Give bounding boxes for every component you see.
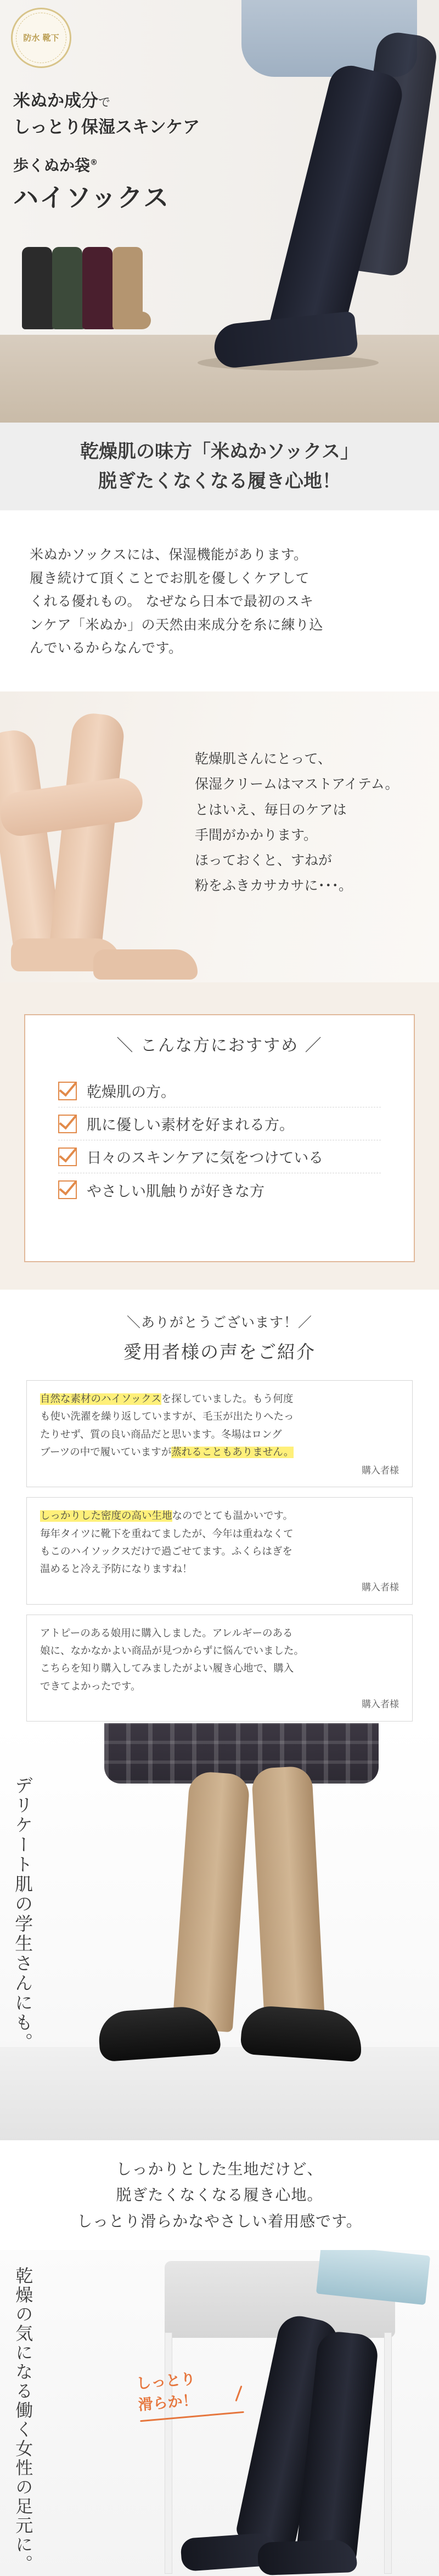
- description-line: んでいるからなんです。: [30, 640, 183, 656]
- review-author: 購入者様: [362, 1465, 399, 1476]
- chair-leg: [165, 2332, 172, 2574]
- student-vtext-line2: 学生さんにも。: [12, 1914, 34, 2052]
- review-card: [26, 1497, 413, 1604]
- recommend-title: ＼ こんな方におすすめ ／: [116, 1036, 323, 1055]
- review-author: 購入者様: [362, 1699, 399, 1710]
- smooth-callout-line2: 滑らか！: [137, 2392, 198, 2414]
- swatch-wine: [82, 247, 112, 329]
- beige-sock-leg: [172, 1771, 251, 2033]
- recommend-item-label: やさしい肌触りが好きな方: [87, 1183, 264, 1200]
- voices-thanks: ＼ありがとうございます！／: [126, 1314, 312, 1330]
- recommend-item: [58, 1075, 381, 1107]
- swatch-black: [22, 247, 52, 329]
- review-text: もこのハイソックスだけで過ごせてます。ふくらはぎを: [40, 1546, 292, 1557]
- color-swatches-image: [22, 241, 154, 329]
- review-text: 温めると冷え予防になりますね！: [40, 1563, 193, 1576]
- hero-catchphrase: [13, 88, 200, 140]
- review-author: 購入者様: [362, 1582, 399, 1593]
- review-text: 毎年タイツに靴下を重ねてましたが、今年は重ねなくて: [40, 1528, 294, 1540]
- chair-leg: [384, 2332, 392, 2574]
- badge-text: 防水 靴下: [23, 33, 59, 43]
- review-text: ブーツの中で履いていますが: [40, 1447, 172, 1459]
- customer-voices-section: [0, 1290, 439, 1723]
- recommend-item: [58, 1107, 381, 1140]
- student-vertical-text: [9, 1776, 37, 2052]
- description-line: 米ぬかソックスには、保湿機能があります。: [30, 547, 308, 563]
- plaid-skirt-image: [104, 1723, 379, 1784]
- dry-skin-line: ほっておくと、すねが: [195, 852, 333, 868]
- office-section: [0, 2250, 439, 2576]
- loafer-shoe-image: [240, 2004, 364, 2062]
- catch-line2: しっとり保湿スキンケア: [13, 117, 200, 138]
- badge-ring: [16, 13, 66, 63]
- product-name: ハイソックス: [13, 183, 170, 212]
- review-highlight: 自然な素材のハイソックス: [40, 1393, 161, 1405]
- recommend-item-label: 肌に優しい素材を好まれる方。: [87, 1117, 294, 1134]
- recommend-section: [0, 982, 439, 1290]
- description-line: 履き続けて頂くことでお肌を優しくケアして: [30, 570, 310, 586]
- recommend-item-label: 乾燥肌の方。: [87, 1084, 176, 1101]
- review-card: [26, 1380, 413, 1487]
- student-vtext-line1: デリケート肌の: [12, 1776, 34, 1914]
- student-section: [0, 1723, 439, 2140]
- review-text: なのでとても温かいです。: [172, 1510, 294, 1522]
- recommend-item-label: 日々のスキンケアに気をつけている: [87, 1150, 324, 1167]
- product-sub: 歩くぬか袋: [13, 156, 91, 175]
- description-line: くれる優れもの。 なぜなら日本で最初のスキ: [30, 593, 314, 609]
- swatch-green: [52, 247, 82, 329]
- foot-shape: [93, 949, 198, 980]
- review-text: たりせず、質の良い商品だと思います。冬場はロング: [40, 1428, 282, 1441]
- leg-shape: [47, 711, 126, 973]
- office-vtext-line2: 足元に。: [13, 2497, 34, 2574]
- review-card: [26, 1615, 413, 1722]
- description-line: ンケア「米ぬか」の天然由来成分を糸に練り込: [30, 616, 324, 633]
- fabric-line2: 脱ぎたくなくなる履き心地。: [116, 2186, 323, 2204]
- dry-skin-line: 粉をふきカサカサに･･･。: [195, 878, 353, 894]
- description-section: [0, 510, 439, 691]
- checkbox-icon: [58, 1180, 77, 1199]
- smooth-callout-line1: しっとり: [136, 2370, 196, 2393]
- hero-product-name: [13, 154, 170, 214]
- smooth-callout: [136, 2368, 198, 2416]
- review-text: アトピーのある娘用に購入しました。アレルギーのある: [40, 1627, 293, 1639]
- dry-skin-section: [0, 691, 439, 982]
- office-vertical-text: [9, 2266, 37, 2574]
- intro-line1: 乾燥肌の味方「米ぬかソックス」: [80, 440, 359, 463]
- fabric-line3: しっとり滑らかなやさしい着用感です。: [77, 2212, 362, 2230]
- recommend-item: [58, 1173, 381, 1206]
- recommend-box: [24, 1014, 415, 1262]
- dry-skin-text: [195, 746, 399, 899]
- dry-skin-line: 保湿クリームはマストアイテム。: [195, 776, 399, 792]
- fabric-section: [0, 2140, 439, 2250]
- student-floor: [0, 2047, 439, 2140]
- dry-skin-line: 乾燥肌さんにとって、: [195, 751, 332, 767]
- swatch-beige: [112, 247, 143, 329]
- checkbox-icon: [58, 1148, 77, 1166]
- catch-line1: 米ぬか成分: [13, 91, 98, 111]
- voices-title: 愛用者様の声をご紹介: [123, 1341, 316, 1363]
- review-text: を探していました。もう何度: [161, 1393, 294, 1405]
- recommend-item: [58, 1140, 381, 1173]
- review-highlight: 蒸れることもありません。: [171, 1447, 294, 1459]
- catch-line1-suffix: で: [98, 96, 111, 110]
- fabric-line1: しっかりとした生地だけど、: [116, 2159, 323, 2178]
- callout-accent-line: [235, 2386, 242, 2401]
- bare-legs-image: [0, 708, 209, 971]
- review-text: こちらを知り購入してみましたがよい履き心地で、購入: [40, 1663, 294, 1675]
- beige-sock-leg: [251, 1765, 325, 2026]
- dry-skin-line: 手間がかかります。: [195, 826, 318, 843]
- hero-section: [0, 0, 439, 423]
- office-vtext-line1: 乾燥の気になる働く女性の: [13, 2266, 34, 2497]
- dark-sock-foot: [257, 2539, 357, 2575]
- registered-mark: ®: [90, 158, 98, 167]
- review-text: も使い洗濯を繰り返していますが、毛玉が出たりへたっ: [40, 1411, 294, 1423]
- loafer-shoe-image: [97, 2004, 221, 2062]
- checkbox-icon: [58, 1082, 77, 1100]
- intro-band: [0, 423, 439, 510]
- intro-line2: 脱ぎたくなくなる履き心地！: [98, 470, 341, 492]
- review-highlight: しっかりした密度の高い生地: [40, 1510, 172, 1522]
- review-text: できてよかったです。: [40, 1680, 141, 1692]
- checkbox-icon: [58, 1115, 77, 1133]
- review-text: 娘に、なかなかよい商品が見つからずに悩んでいました。: [40, 1645, 305, 1657]
- dry-skin-line: とはいえ、毎日のケアは: [195, 801, 347, 818]
- brand-badge-logo: [11, 8, 71, 68]
